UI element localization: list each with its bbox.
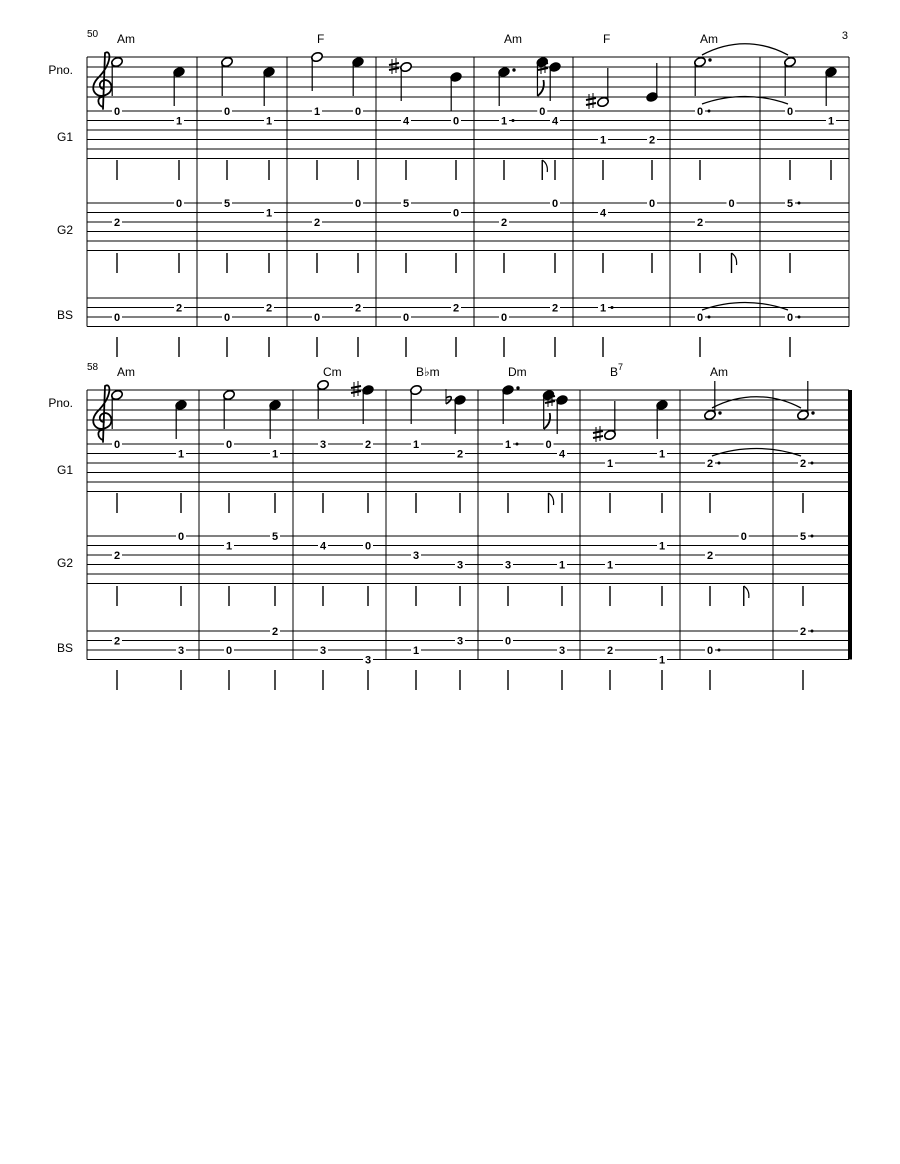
instrument-label: BS <box>56 641 73 655</box>
piano-note <box>222 389 235 429</box>
tab-fret-number: 5 <box>223 198 231 210</box>
system-2 <box>48 362 852 690</box>
tab-fret-number: 0 <box>113 312 121 324</box>
tab-fret-number: 4 <box>319 540 327 553</box>
measure-number: 50 <box>87 29 99 40</box>
measure <box>586 32 659 357</box>
piano-note <box>655 399 668 439</box>
tab-dot <box>708 316 711 319</box>
tab-fret-number: 2 <box>113 217 121 229</box>
tab-tie <box>712 449 801 457</box>
chord-symbol: Dm <box>508 365 527 379</box>
piano-note <box>351 56 364 96</box>
system-1 <box>48 29 849 357</box>
piano-note <box>645 63 658 103</box>
note-flag <box>537 80 543 96</box>
piano-note <box>310 51 323 91</box>
tab-fret-number: 2 <box>113 635 121 648</box>
tab-tie <box>702 97 788 105</box>
piano-note <box>172 66 185 106</box>
chord-symbol: Cm <box>323 365 342 379</box>
tab-dot <box>611 306 614 309</box>
chord-symbol: B♭m <box>416 365 440 379</box>
tab-dot <box>811 462 814 465</box>
piano-note <box>446 389 467 434</box>
measure <box>501 365 568 690</box>
chord-symbol: Am <box>700 32 718 46</box>
tie <box>712 397 801 408</box>
chord-symbol: Am <box>504 32 522 46</box>
tab-fret-number: 0 <box>786 106 794 118</box>
tab-fret-number: 0 <box>452 115 460 128</box>
tab-fret-number: 0 <box>696 106 704 118</box>
tab-fret-number: 1 <box>271 448 279 461</box>
measure <box>796 381 814 690</box>
chord-symbol: F <box>317 32 325 46</box>
tab-fret-number: 1 <box>599 134 607 147</box>
tab-fret-number: 2 <box>452 302 460 315</box>
measure <box>783 56 837 357</box>
tab-fret-number: 1 <box>265 115 273 128</box>
tab-dot <box>718 462 721 465</box>
flat-icon <box>446 389 451 404</box>
tab-fret-number: 1 <box>412 645 420 657</box>
tab-fret-number: 3 <box>364 654 372 667</box>
tab-fret-number: 2 <box>606 645 614 657</box>
instrument-label: BS <box>56 308 73 322</box>
sharp-icon <box>351 381 361 397</box>
tab-fret-number: 1 <box>175 115 183 128</box>
tab-fret-number: 2 <box>265 302 273 315</box>
rhythm-flag <box>549 493 554 505</box>
chord-symbol: Am <box>117 32 135 46</box>
augmentation-dot <box>811 411 814 414</box>
tab-fret-number: 4 <box>599 207 607 220</box>
tab-fret-number: 5 <box>786 198 794 210</box>
piano-note <box>586 68 610 109</box>
final-barline <box>848 390 852 660</box>
tab-fret-number: 1 <box>313 106 321 118</box>
tab-dot <box>718 649 721 652</box>
tab-fret-number: 1 <box>225 540 233 553</box>
tab-fret-number: 1 <box>599 302 607 315</box>
instrument-label: G2 <box>56 556 73 570</box>
tab-fret-number: 5 <box>799 531 807 543</box>
tab-fret-number: 2 <box>313 217 321 229</box>
piano-note <box>449 71 462 111</box>
tab-fret-number: 0 <box>223 106 231 118</box>
measure <box>389 58 463 357</box>
tab-fret-number: 2 <box>799 458 807 470</box>
measure <box>497 32 561 357</box>
tab-fret-number: 4 <box>551 115 559 128</box>
tab-fret-number: 0 <box>740 531 747 543</box>
tab-fret-number: 0 <box>706 645 714 657</box>
tab-fret-number: 1 <box>658 540 666 553</box>
piano-note <box>220 56 233 96</box>
tab-fret-number: 1 <box>658 448 666 461</box>
tab-fret-number: 0 <box>500 312 508 324</box>
tab-fret-number: 2 <box>706 458 714 470</box>
measure <box>310 32 364 357</box>
page-number: 3 <box>841 30 848 42</box>
tab-fret-number: 0 <box>551 198 559 210</box>
chord-symbol: $B^7$ <box>610 362 624 379</box>
instrument-label: Pno. <box>48 396 73 410</box>
tab-fret-number: 4 <box>402 115 410 128</box>
tab-fret-number: 1 <box>500 115 508 128</box>
piano-note <box>824 66 837 106</box>
augmentation-dot <box>718 411 721 414</box>
tab-fret-number: 1 <box>606 458 614 470</box>
tab-dot <box>798 202 801 205</box>
tab-fret-number: 3 <box>456 635 464 648</box>
tab-fret-number: 2 <box>706 550 714 562</box>
chord-symbol: Am <box>710 365 728 379</box>
treble-clef-icon <box>93 385 111 442</box>
measure-number: 58 <box>87 362 99 373</box>
instrument-label: Pno. <box>48 63 73 77</box>
piano-note <box>110 389 123 429</box>
piano-note <box>545 391 569 434</box>
measure <box>110 32 185 357</box>
tab-fret-number: 0 <box>402 312 410 324</box>
piano-note <box>110 56 123 96</box>
tab-fret-number: 1 <box>658 654 666 667</box>
tab-fret-number: 0 <box>313 312 321 324</box>
tab-fret-number: 1 <box>558 559 566 572</box>
augmentation-dot <box>516 386 519 389</box>
tab-fret-number: 0 <box>545 439 552 451</box>
tab-fret-number: 1 <box>412 439 420 451</box>
tab-dot <box>811 535 814 538</box>
tab-fret-number: 5 <box>402 198 410 210</box>
piano-note <box>351 381 375 424</box>
measure <box>409 365 466 690</box>
measure <box>222 389 281 690</box>
tab-fret-number: 3 <box>412 550 420 562</box>
tab-fret-number: 1 <box>177 448 185 461</box>
piano-note <box>538 58 562 101</box>
tab-fret-number: 2 <box>271 626 279 638</box>
tab-fret-number: 3 <box>319 645 327 657</box>
instrument-label: G1 <box>56 463 73 477</box>
tab-fret-number: 2 <box>799 626 807 638</box>
chord-symbol: F <box>603 32 611 46</box>
tab-fret-number: 0 <box>354 106 362 118</box>
tab-fret-number: 0 <box>113 439 121 451</box>
tab-fret-number: 1 <box>265 207 273 220</box>
tab-tie <box>702 303 788 311</box>
piano-note <box>316 379 329 419</box>
tab-fret-number: 3 <box>177 645 185 657</box>
piano-note <box>497 66 515 106</box>
measure <box>703 365 801 690</box>
tab-fret-number: 1 <box>827 115 835 128</box>
tab-fret-number: 2 <box>456 448 464 461</box>
measure <box>316 365 374 690</box>
tab-fret-number: 3 <box>504 559 512 572</box>
tab-fret-number: 2 <box>500 217 508 229</box>
rhythm-flag <box>542 160 547 172</box>
piano-note <box>783 56 796 96</box>
chord-symbol: Am <box>117 365 135 379</box>
tab-fret-number: 2 <box>113 550 121 562</box>
tab-fret-number: 1 <box>504 439 512 451</box>
tab-dot <box>708 110 711 113</box>
piano-note <box>703 381 801 421</box>
tab-fret-number: 2 <box>648 134 656 147</box>
tab-fret-number: 3 <box>319 439 327 451</box>
sharp-icon <box>586 93 596 109</box>
piano-note <box>268 399 281 439</box>
tab-fret-number: 3 <box>456 559 464 572</box>
tab-fret-number: 0 <box>786 312 794 324</box>
measure <box>110 365 187 690</box>
piano-note <box>796 381 814 421</box>
tab-fret-number: 0 <box>504 635 512 648</box>
piano-note <box>262 66 275 106</box>
tab-fret-number: 0 <box>177 531 185 543</box>
tab-fret-number: 0 <box>175 198 183 210</box>
piano-note <box>174 399 187 439</box>
augmentation-dot <box>512 68 515 71</box>
instrument-label: G1 <box>56 130 73 144</box>
tab-fret-number: 0 <box>696 312 704 324</box>
tab-fret-number: 2 <box>354 302 362 315</box>
rhythm-flag <box>732 253 737 265</box>
tab-fret-number: 0 <box>354 198 362 210</box>
tab-fret-number: 2 <box>696 217 704 229</box>
rhythm-flag <box>744 586 749 598</box>
measure <box>220 56 275 357</box>
tab-fret-number: 2 <box>551 302 559 315</box>
tab-fret-number: 0 <box>225 645 233 657</box>
tab-fret-number: 5 <box>271 531 279 543</box>
measure <box>693 32 788 357</box>
tab-fret-number: 4 <box>558 448 566 461</box>
tab-dot <box>512 119 515 122</box>
tab-fret-number: 0 <box>539 106 546 118</box>
piano-note <box>593 401 617 442</box>
tab-fret-number: 2 <box>364 439 372 451</box>
sharp-icon <box>389 58 399 74</box>
tab-fret-number: 0 <box>113 106 121 118</box>
piano-note <box>389 58 413 101</box>
augmentation-dot <box>708 58 711 61</box>
tab-dot <box>516 443 519 446</box>
instrument-label: G2 <box>56 223 73 237</box>
tab-fret-number: 2 <box>175 302 183 315</box>
tab-fret-number: 0 <box>364 540 372 553</box>
piano-note <box>693 44 788 96</box>
sharp-icon <box>593 426 603 442</box>
tab-fret-number: 0 <box>452 207 460 220</box>
piano-note <box>409 384 422 424</box>
tab-dot <box>811 630 814 633</box>
tab-dot <box>798 316 801 319</box>
note-flag <box>544 413 550 429</box>
tab-fret-number: 0 <box>223 312 231 324</box>
treble-clef-icon <box>93 52 111 109</box>
tab-fret-number: 1 <box>606 559 614 572</box>
tab-fret-number: 0 <box>648 198 656 210</box>
tab-fret-number: 0 <box>225 439 233 451</box>
tab-fret-number: 0 <box>728 198 735 210</box>
tab-fret-number: 3 <box>558 645 566 657</box>
